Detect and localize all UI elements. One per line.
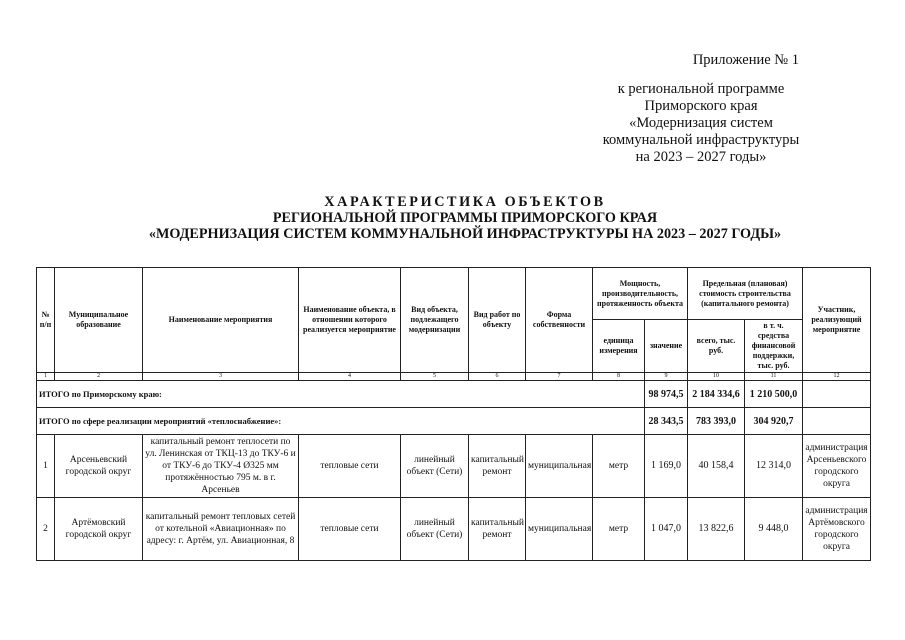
col-number: 1 — [37, 373, 55, 381]
objects-table — [36, 267, 871, 561]
col-number: 4 — [299, 373, 401, 381]
total-heat-cost-total: 783 393,0 — [688, 408, 745, 435]
row-work-type: капитальный ремонт — [469, 435, 526, 498]
row-num: 2 — [37, 498, 55, 561]
document-title — [60, 194, 870, 242]
row-cost-total: 40 158,4 — [688, 435, 745, 498]
total-heat-row — [37, 408, 871, 435]
row-participant: администрация Арсеньевского городского округа — [803, 435, 871, 498]
header-ownership: Форма собственности — [526, 268, 593, 373]
total-region-cost-support: 1 210 500,0 — [745, 381, 803, 408]
header-municipality: Муниципальное образование — [55, 268, 143, 373]
col-number: 6 — [469, 373, 526, 381]
header-work-type: Вид работ по объекту — [469, 268, 526, 373]
appendix-line: на 2023 – 2027 годы» — [635, 149, 767, 165]
row-object-type: линейный объект (Сети) — [401, 435, 469, 498]
header-cost-total: всего, тыс. руб. — [688, 320, 745, 373]
total-region-value: 98 974,5 — [645, 381, 688, 408]
row-value: 1 047,0 — [645, 498, 688, 561]
appendix-line: Приморского края — [644, 98, 758, 114]
col-number: 7 — [526, 373, 593, 381]
header-measure: Наименование мероприятия — [143, 268, 299, 373]
total-heat-participant — [803, 408, 871, 435]
row-municipality: Арсеньевский городской округ — [55, 435, 143, 498]
row-cost-support: 9 448,0 — [745, 498, 803, 561]
row-participant: администрация Артёмовского городского округа — [803, 498, 871, 561]
header-cost: Предельная (плановая) стоимость строительства (капитального ремонта) — [688, 268, 803, 320]
header-unit: единица измерения — [593, 320, 645, 373]
table-row — [37, 435, 871, 498]
row-object: тепловые сети — [299, 435, 401, 498]
row-num: 1 — [37, 435, 55, 498]
col-number: 8 — [593, 373, 645, 381]
row-unit: метр — [593, 435, 645, 498]
row-cost-support: 12 314,0 — [745, 435, 803, 498]
col-number: 2 — [55, 373, 143, 381]
header-cost-support: в т. ч. средства финансовой поддержки, тыс. руб. — [745, 320, 803, 373]
row-object-type: линейный объект (Сети) — [401, 498, 469, 561]
header-num: № п/п — [37, 268, 55, 373]
header-object-type: Вид объекта, подлежащего модернизации — [401, 268, 469, 373]
col-number: 9 — [645, 373, 688, 381]
total-region-cost-total: 2 184 334,6 — [688, 381, 745, 408]
row-value: 1 169,0 — [645, 435, 688, 498]
row-measure: капитальный ремонт тепловых сетей от котельной «Авиационная» по адресу: г. Артём, ул. Авиационная, 8 — [143, 498, 299, 561]
total-heat-value: 28 343,5 — [645, 408, 688, 435]
appendix-line: к региональной программе — [617, 81, 785, 97]
header-value: значение — [645, 320, 688, 373]
row-cost-total: 13 822,6 — [688, 498, 745, 561]
col-number: 10 — [688, 373, 745, 381]
header-participant: Участник, реализующий мероприятие — [803, 268, 871, 373]
row-object: тепловые сети — [299, 498, 401, 561]
title-line-2: РЕГИОНАЛЬНОЙ ПРОГРАММЫ ПРИМОРСКОГО КРАЯ — [272, 210, 658, 226]
table-row — [37, 498, 871, 561]
col-number: 12 — [803, 373, 871, 381]
row-municipality: Артёмовский городской округ — [55, 498, 143, 561]
appendix-line: коммунальной инфраструктуры — [602, 132, 800, 148]
row-ownership: муниципальная — [526, 498, 593, 561]
header-object: Наименование объекта, в отношении которого реализуется мероприятие — [299, 268, 401, 373]
col-number: 3 — [143, 373, 299, 381]
total-region-label: ИТОГО по Приморскому краю: — [37, 381, 645, 408]
total-region-participant — [803, 381, 871, 408]
appendix-number: Приложение № 1 — [692, 52, 799, 68]
col-number: 5 — [401, 373, 469, 381]
appendix-block — [561, 52, 801, 166]
appendix-line: «Модернизация систем — [629, 115, 773, 131]
row-ownership: муниципальная — [526, 435, 593, 498]
total-region-row — [37, 381, 871, 408]
total-heat-label: ИТОГО по сфере реализации мероприятий «теплоснабжение»: — [37, 408, 645, 435]
title-line-1: ХАРАКТЕРИСТИКА ОБЪЕКТОВ — [324, 194, 606, 210]
total-heat-cost-support: 304 920,7 — [745, 408, 803, 435]
row-unit: метр — [593, 498, 645, 561]
header-capacity: Мощность, производительность, протяженность объекта — [593, 268, 688, 320]
col-number: 11 — [745, 373, 803, 381]
row-work-type: капитальный ремонт — [469, 498, 526, 561]
title-line-3: «МОДЕРНИЗАЦИЯ СИСТЕМ КОММУНАЛЬНОЙ ИНФРАСТРУКТУРЫ НА 2023 – 2027 ГОДЫ» — [148, 226, 782, 242]
column-number-row — [37, 373, 871, 381]
row-measure: капитальный ремонт теплосети по ул. Ленинская от ТКЦ-13 до ТКУ-6 и от ТКУ-6 до ТКУ-4 Ø325 мм протяжённостью 795 м. в г. Арсеньев — [143, 435, 299, 498]
